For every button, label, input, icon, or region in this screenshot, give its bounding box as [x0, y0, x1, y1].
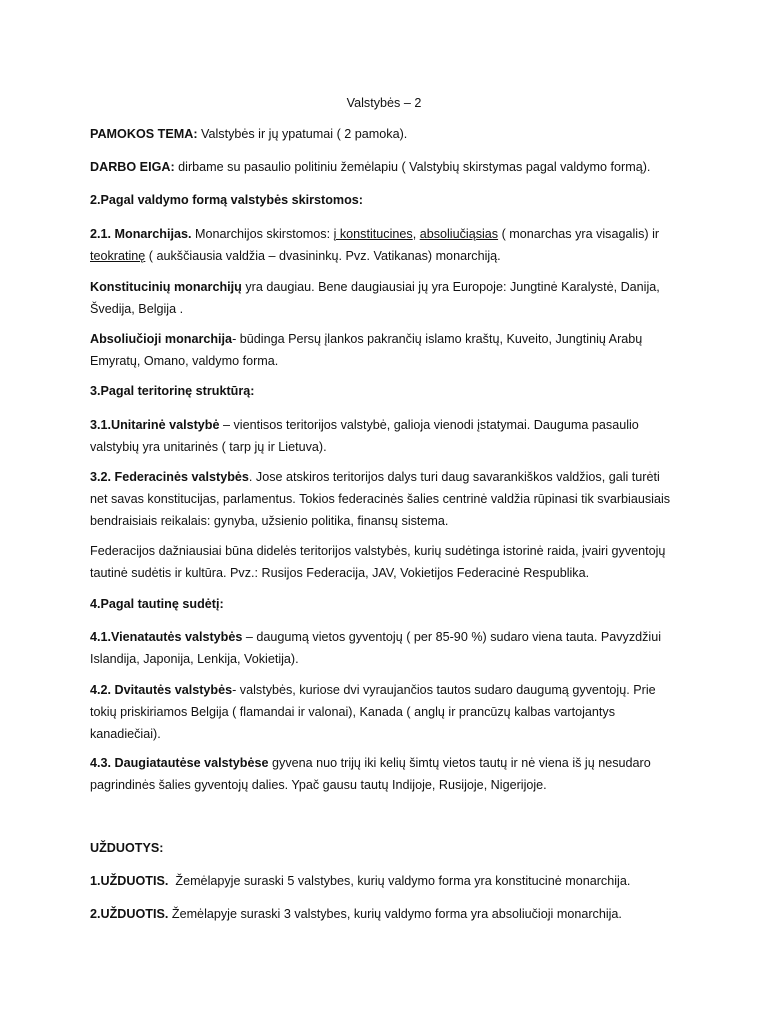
mononational-label: 4.1.Vienatautės valstybės: [90, 630, 243, 644]
task-1-paragraph: [90, 870, 680, 892]
federal-paragraph: [90, 466, 680, 532]
multinational-label: 4.3. Daugiatautėse valstybėse: [90, 756, 269, 770]
document-title: Valstybės – 2: [346, 96, 422, 110]
theocratic-link[interactable]: teokratinę: [90, 249, 146, 263]
unitary-label: 3.1.Unitarinė valstybė: [90, 418, 220, 432]
binational-label: 4.2. Dvitautės valstybės: [90, 683, 233, 697]
lesson-topic-paragraph: [90, 123, 680, 145]
monarchies-text-c: ( monarchas yra visagalis) ir: [498, 227, 660, 241]
absolute-label: Absoliučioji monarchija: [90, 332, 233, 346]
task-2-paragraph: [90, 903, 680, 925]
constitutional-text: yra daugiau. Bene daugiausiai jų yra Europoje: Jungtinė Karalystė, Danija, Švedija, Belgija .: [90, 280, 660, 316]
tasks-heading: UŽDUOTYS:: [90, 841, 164, 855]
multinational-text: gyvena nuo trijų iki kelių šimtų vietos tautų ir nė viena iš jų nesudaro pagrindinės šalies gyventojų dalies. Ypač gausu tautų Indijoje, Rusijoje, Nigerijoje.: [90, 756, 651, 792]
federal-label: 3.2. Federacinės valstybės: [90, 470, 249, 484]
absolute-paragraph: [90, 328, 680, 372]
absolute-text: - būdinga Persų įlankos pakrančių islamo kraštų, Kuveito, Jungtinių Arabų Emyratų, Omano, valdymo forma.: [90, 332, 643, 368]
procedure-text: dirbame su pasaulio politiniu žemėlapiu ( Valstybių skirstymas pagal valdymo formą).: [174, 160, 651, 174]
multinational-paragraph: [90, 752, 680, 796]
mononational-paragraph: [90, 626, 680, 670]
lesson-topic-label: PAMOKOS TEMA:: [90, 127, 198, 141]
monarchies-paragraph: [90, 223, 680, 267]
task-2-text: Žemėlapyje suraski 3 valstybes, kurių valdymo forma yra absoliučioji monarchija.: [168, 907, 622, 921]
binational-text: - valstybės, kuriose dvi vyraujančios tautos sudaro daugumą gyventojų. Prie tokių priskiriamos Belgija ( flamandai ir valonai), Kanada ( anglų ir prancūzų kalbas vartojantys kanadiečiai).: [90, 683, 656, 741]
lesson-topic-text: Valstybės ir jų ypatumai ( 2 pamoka).: [197, 127, 408, 141]
monarchies-text-a: Monarchijos skirstomos:: [191, 227, 334, 241]
section-4-heading: 4.Pagal tautinę sudėtį:: [90, 597, 224, 611]
section-2-heading: 2.Pagal valdymo formą valstybės skirstomos:: [90, 193, 363, 207]
federal-text: . Jose atskiros teritorijos dalys turi daug savarankiškos valdžios, gali turėti net savas konstitucijas, parlamentus. Tokios federacinės šalies centrinė valdžia rūpinasi tik svarbiausiais bendraisiais reikalais: gynyba, užsienio politika, finansų sistema.: [90, 470, 671, 528]
procedure-paragraph: [90, 156, 680, 178]
absolute-link[interactable]: absoliučiąsias: [419, 227, 499, 241]
constitutional-label: Konstitucinių monarchijų: [90, 280, 242, 294]
monarchies-text-d: ( aukščiausia valdžia – dvasininkų. Pvz. Vatikanas) monarchiją.: [145, 249, 501, 263]
task-1-text: Žemėlapyje suraski 5 valstybes, kurių valdymo forma yra konstitucinė monarchija.: [168, 874, 631, 888]
monarchies-text-b: ,: [412, 227, 420, 241]
constitutional-paragraph: [90, 276, 680, 320]
monarchies-label: 2.1. Monarchijas.: [90, 227, 192, 241]
task-1-label: 1.UŽDUOTIS.: [90, 874, 169, 888]
binational-paragraph: [90, 679, 680, 745]
constitutional-link[interactable]: į konstitucines: [333, 227, 413, 241]
section-3-heading: 3.Pagal teritorinę struktūrą:: [90, 384, 255, 398]
federations-paragraph: Federacijos dažniausiai būna didelės teritorijos valstybės, kurių sudėtinga istorinė raida, įvairi gyventojų tautinė sudėtis ir kultūra. Pvz.: Rusijos Federacija, JAV, Vokietijos Federacinė Respublika.: [90, 544, 666, 580]
task-2-label: 2.UŽDUOTIS.: [90, 907, 169, 921]
mononational-text: – daugumą vietos gyventojų ( per 85-90 %) sudaro viena tauta. Pavyzdžiui Islandija, Japonija, Lenkija, Vokietija).: [90, 630, 662, 666]
procedure-label: DARBO EIGA:: [90, 160, 175, 174]
unitary-text: – vientisos teritorijos valstybė, galioja vienodi įstatymai. Dauguma pasaulio valstybių yra unitarinės ( tarp jų ir Lietuva).: [90, 418, 639, 454]
unitary-paragraph: [90, 414, 680, 458]
